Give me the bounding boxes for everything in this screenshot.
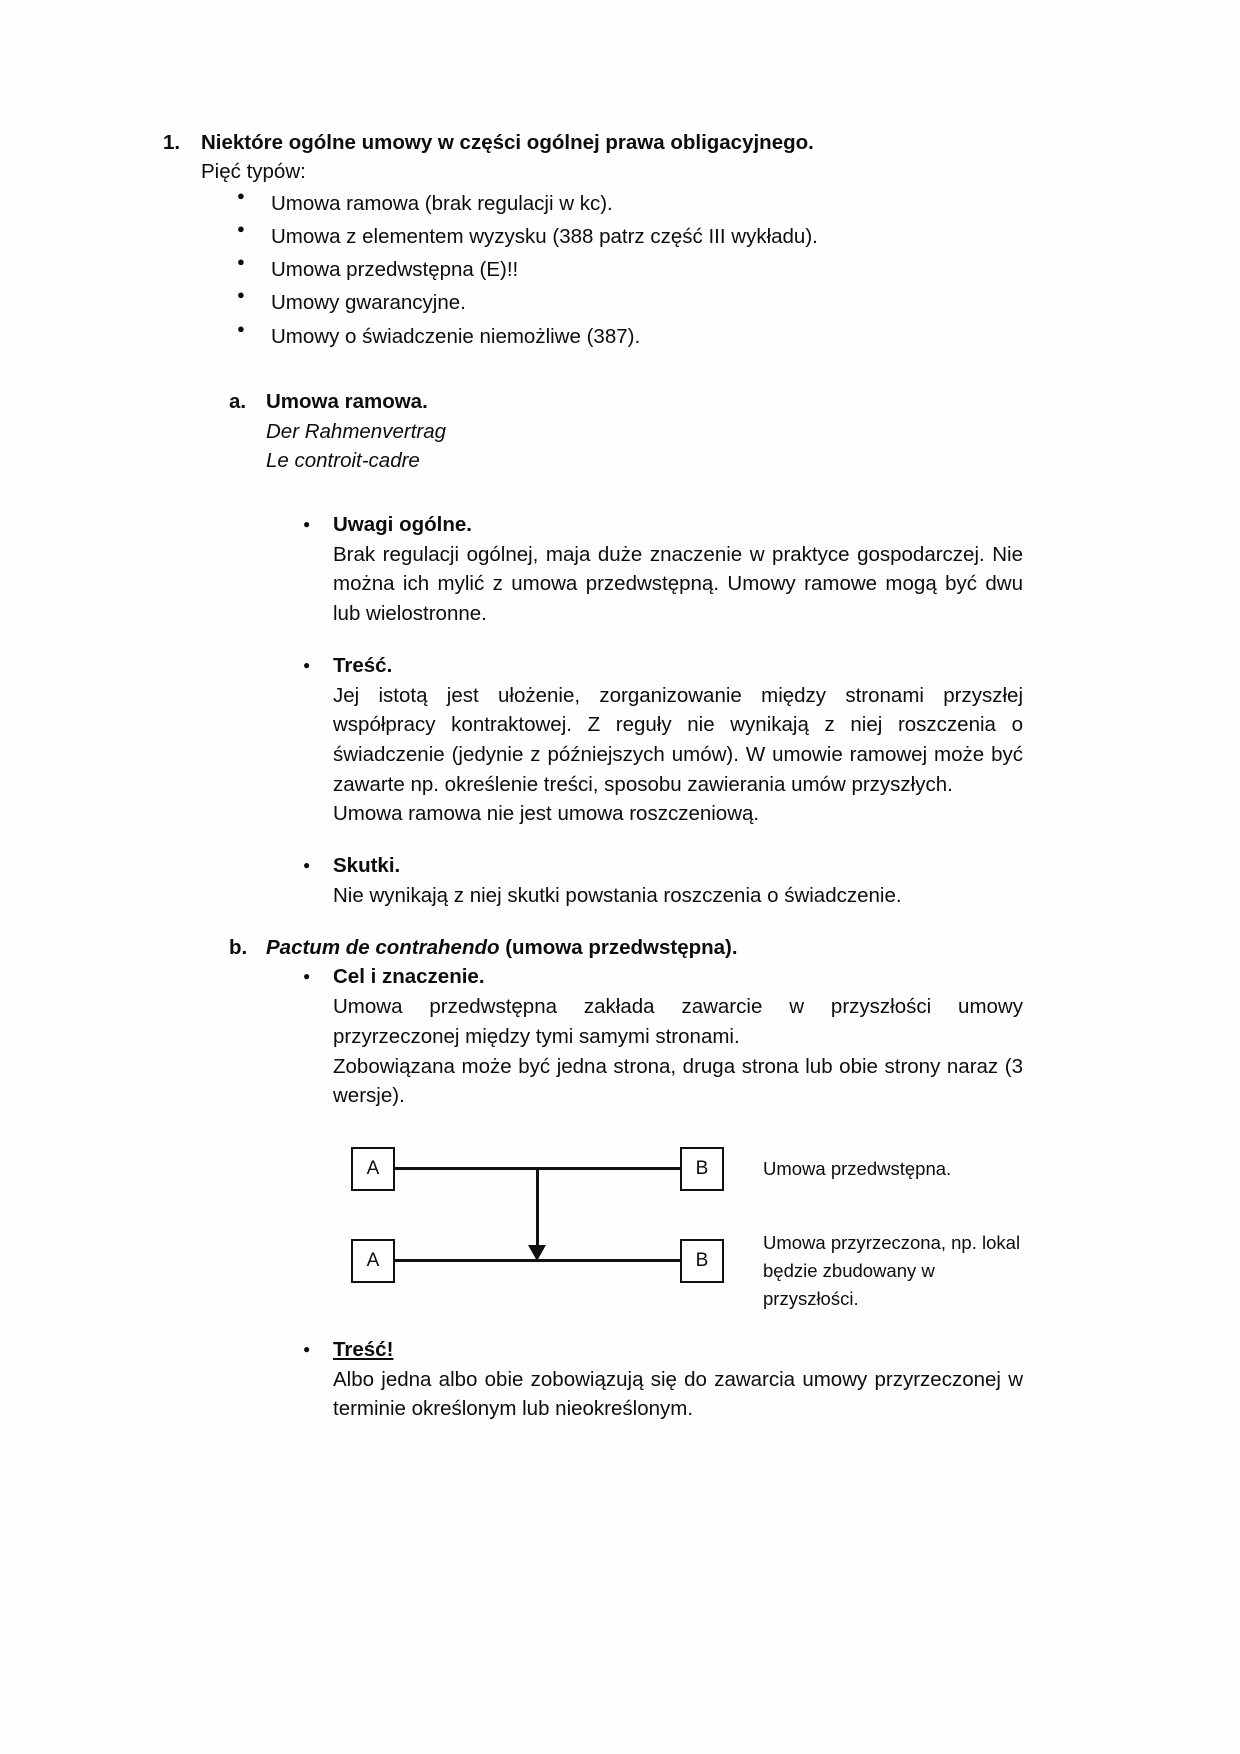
list-item	[163, 220, 1023, 253]
subsection-b-title-tail: (umowa przedwstępna).	[499, 935, 738, 959]
diagram-caption-top: Umowa przedwstępna.	[763, 1157, 952, 1179]
point-skutki	[303, 851, 1023, 881]
point-body: Zobowiązana może być jedna strona, druga strona lub obie strony naraz (3 wersje).	[333, 1054, 1023, 1108]
diagram-node-label: B	[695, 1158, 709, 1180]
bullet-icon	[303, 962, 333, 992]
section-title: Niektóre ogólne umowy w części ogólnej prawa obligacyjnego.	[201, 131, 814, 154]
point-body: Nie wynikają z niej skutki powstania roszczenia o świadczenie.	[333, 883, 902, 907]
bullet-icon	[163, 286, 271, 310]
bullet-icon	[163, 253, 271, 277]
point-label: Treść!	[333, 1337, 394, 1361]
document-content	[163, 128, 1023, 1424]
list-item-label: Umowa z elementem wyzysku (388 patrz część III wykładu).	[271, 225, 818, 249]
subsection-a-marker: a.	[229, 389, 247, 413]
diagram-caption-bottom: Umowa przyrzeczona, np. lokal będzie zbudowany w przyszłości.	[763, 1231, 1021, 1310]
subsection-b-marker: b.	[229, 935, 248, 959]
list-item-label: Umowy o świadczenie niemożliwe (387).	[271, 324, 641, 348]
diagram-node-label: B	[695, 1250, 709, 1272]
subsection-b-title	[266, 933, 738, 963]
point-uwagi-ogolne	[303, 510, 1023, 540]
point-body: Brak regulacji ogólnej, maja duże znaczenie w praktyce gospodarczej. Nie można ich mylić z umowa przedwstępną. Umowy ramowe mogą być dwu lub wielostronne.	[333, 542, 1023, 626]
bullet-icon	[303, 651, 333, 681]
foreign-term-de: Der Rahmenvertrag	[266, 419, 447, 443]
contract-diagram	[351, 1141, 1021, 1310]
point-body: Albo jedna albo obie zobowiązują się do zawarcia umowy przyrzeczonej w terminie określonym lub nieokreślonym.	[333, 1367, 1023, 1421]
list-item	[163, 187, 1023, 220]
diagram-node-bottom-left	[351, 1239, 395, 1283]
list-item-label: Umowa ramowa (brak regulacji w kc).	[271, 191, 613, 215]
foreign-term-fr: Le controit-cadre	[266, 449, 420, 473]
point-label: Cel i znaczenie.	[333, 965, 485, 989]
section-heading-row	[163, 128, 1023, 157]
bullet-icon	[163, 320, 271, 344]
diagram-node-top-left	[351, 1147, 395, 1191]
subsection-a-title: Umowa ramowa.	[266, 389, 428, 413]
subsection-b-title-latin: Pactum de contrahendo	[266, 935, 500, 959]
point-label: Skutki.	[333, 854, 401, 878]
diagram-node-top-right	[680, 1147, 724, 1191]
diagram-edge-bottom	[395, 1259, 680, 1262]
point-body: Umowa ramowa nie jest umowa roszczeniową.	[333, 802, 760, 826]
point-tresc	[303, 651, 1023, 681]
point-label: Uwagi ogólne.	[333, 513, 472, 536]
point-label: Treść.	[333, 653, 393, 677]
bullet-icon	[303, 510, 333, 540]
subsection-b-heading	[229, 933, 1023, 963]
diagram-node-label: A	[366, 1250, 380, 1272]
diagram-arrow-shaft	[536, 1167, 539, 1251]
point-body: Umowa przedwstępna zakłada zawarcie w przyszłości umowy przyrzeczonej między tymi samymi stronami.	[333, 995, 1023, 1048]
bullet-icon	[303, 1335, 333, 1365]
bullet-icon	[163, 187, 271, 211]
list-item-label: Umowy gwarancyjne.	[271, 291, 466, 315]
point-body: Jej istotą jest ułożenie, zorganizowanie między stronami przyszłej współpracy kontraktowej. Z reguły nie wynikają z niej roszczenia o świadczenie (jedynie z późniejszych umów). W umowie ramowej może być zawarte np. określenie treści, sposobu zawierania umów przyszłych.	[333, 683, 1023, 796]
list-item	[163, 286, 1023, 319]
list-item	[163, 253, 1023, 286]
section-number: 1.	[163, 131, 181, 154]
point-tresc-b	[303, 1335, 1023, 1365]
section-intro: Pięć typów:	[201, 160, 306, 184]
bullet-icon	[163, 220, 271, 244]
subsection-a-heading	[229, 387, 1023, 417]
list-item	[163, 320, 1023, 353]
bullet-icon	[303, 851, 333, 881]
point-cel-i-znaczenie	[303, 962, 1023, 992]
diagram-node-bottom-right	[680, 1239, 724, 1283]
list-item-label: Umowa przedwstępna (E)!!	[271, 258, 519, 282]
types-list	[163, 187, 1023, 353]
diagram-node-label: A	[366, 1158, 380, 1180]
